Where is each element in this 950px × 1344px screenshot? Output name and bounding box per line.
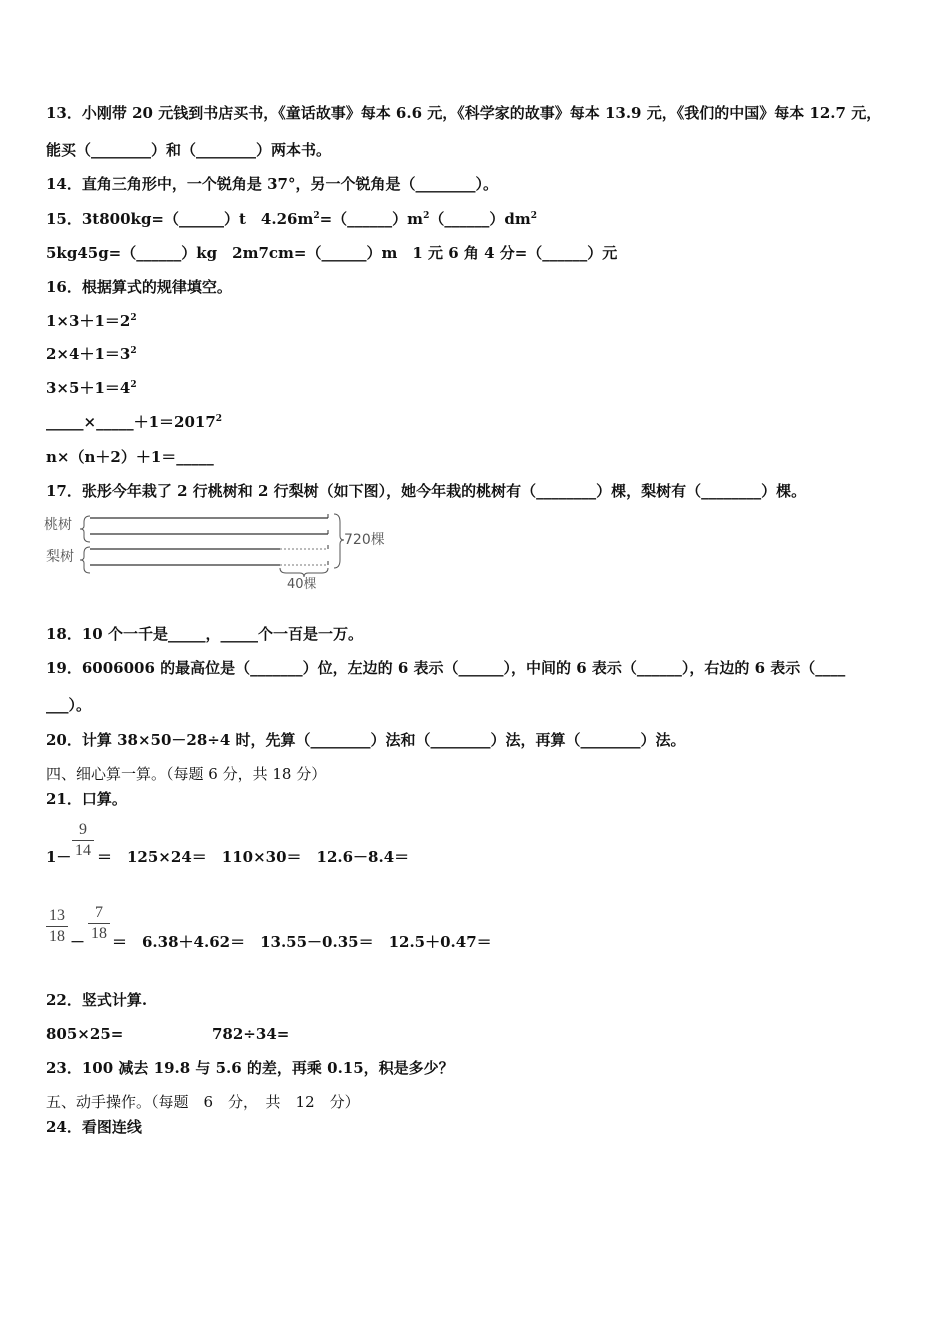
section-4-heading: 四、细心算一算。（每题 6 分，共 18 分） [46,765,327,783]
q21-title: 21．口算。 [46,790,127,808]
q23: 23．100 减去 19.8 与 5.6 的差，再乘 0.15，积是多少？ [46,1059,454,1077]
q17-tree-diagram [44,510,404,594]
q16-expr-4: $\_\_\_\_\_\times\_\_\_\_\_+1=2017^2$ [46,413,223,431]
total-label: 720棵 [344,532,385,548]
q15-line1: 15．3t800kg=（______）t $4.26m^2=(\_\_\_\_\_\_)m^2(\_\_\_\_\_\_)dm^2$ [46,210,537,228]
q19-line1: 19．6006006 的最高位是（_______）位，左边的 6 表示（______），中间的 6 表示（______），右边的 6 表示（____ [46,659,846,677]
peach-label: 桃树 [44,517,72,533]
q16-expr-2: $2\times 4+1=3^2$ [46,345,137,363]
q21-row2-minus: － [70,933,86,951]
q22-problem-a: 805×25= [46,1025,124,1043]
q13-line1: 13．小刚带 20 元钱到书店买书，《童话故事》每本 6.6 元，《科学家的故事》每本 13.9 元，《我们的中国》每本 12.7 元， [46,104,882,122]
q20: 20．计算 38×50－28÷4 时，先算（________）法和（________）法，再算（________）法。 [46,731,686,749]
diff-brace [280,568,328,577]
section-5-heading: 五、动手操作。（每题 6 分， 共 12 分） [46,1093,360,1111]
q21-row2-rest: ＝ 6.38＋4.62＝ 13.55－0.35＝ 12.5＋0.47＝ [112,933,492,951]
q16-expr-3: $3\times 5+1=4^2$ [46,379,137,397]
q22-problem-b: 782÷34= [212,1025,290,1043]
q19-line2: ___）。 [46,696,92,714]
q16-title: 16．根据算式的规律填空。 [46,278,232,296]
q22-title: 22．竖式计算. [46,991,148,1009]
pear-label: 梨树 [46,549,74,565]
fraction-9-14: 9 14 [72,821,94,860]
q16-expr-1: $1\times 3+1=2^2$ [46,312,137,330]
peach-brace [80,516,90,542]
fraction-13-18: 13 18 [46,907,68,946]
total-brace [334,514,344,568]
q18: 18．10 个一千是_____，_____个一百是一万。 [46,625,363,643]
pear-brace [80,547,90,573]
diff-label: 40棵 [287,577,317,592]
q21-row1-prefix: 1－ [46,848,72,866]
q24: 24．看图连线 [46,1118,142,1136]
q15-line2: 5kg45g=（______）kg 2m7cm=（______）m 1 元 6 角 4 分=（______）元 [46,244,618,262]
q17-text: 17．张彤今年栽了 2 行桃树和 2 行梨树（如下图），她今年栽的桃树有（________）棵，梨树有（________）棵。 [46,482,807,500]
q21-row1-rest: ＝ 125×24＝ 110×30＝ 12.6－8.4＝ [97,848,410,866]
q13-line2: 能买（________）和（________）两本书。 [46,141,332,159]
q16-expr-5: n×（n＋2）＋1＝_____ [46,448,214,466]
q14: 14．直角三角形中，一个锐角是 37°，另一个锐角是（________）。 [46,175,498,193]
fraction-7-18: 7 18 [88,904,110,943]
